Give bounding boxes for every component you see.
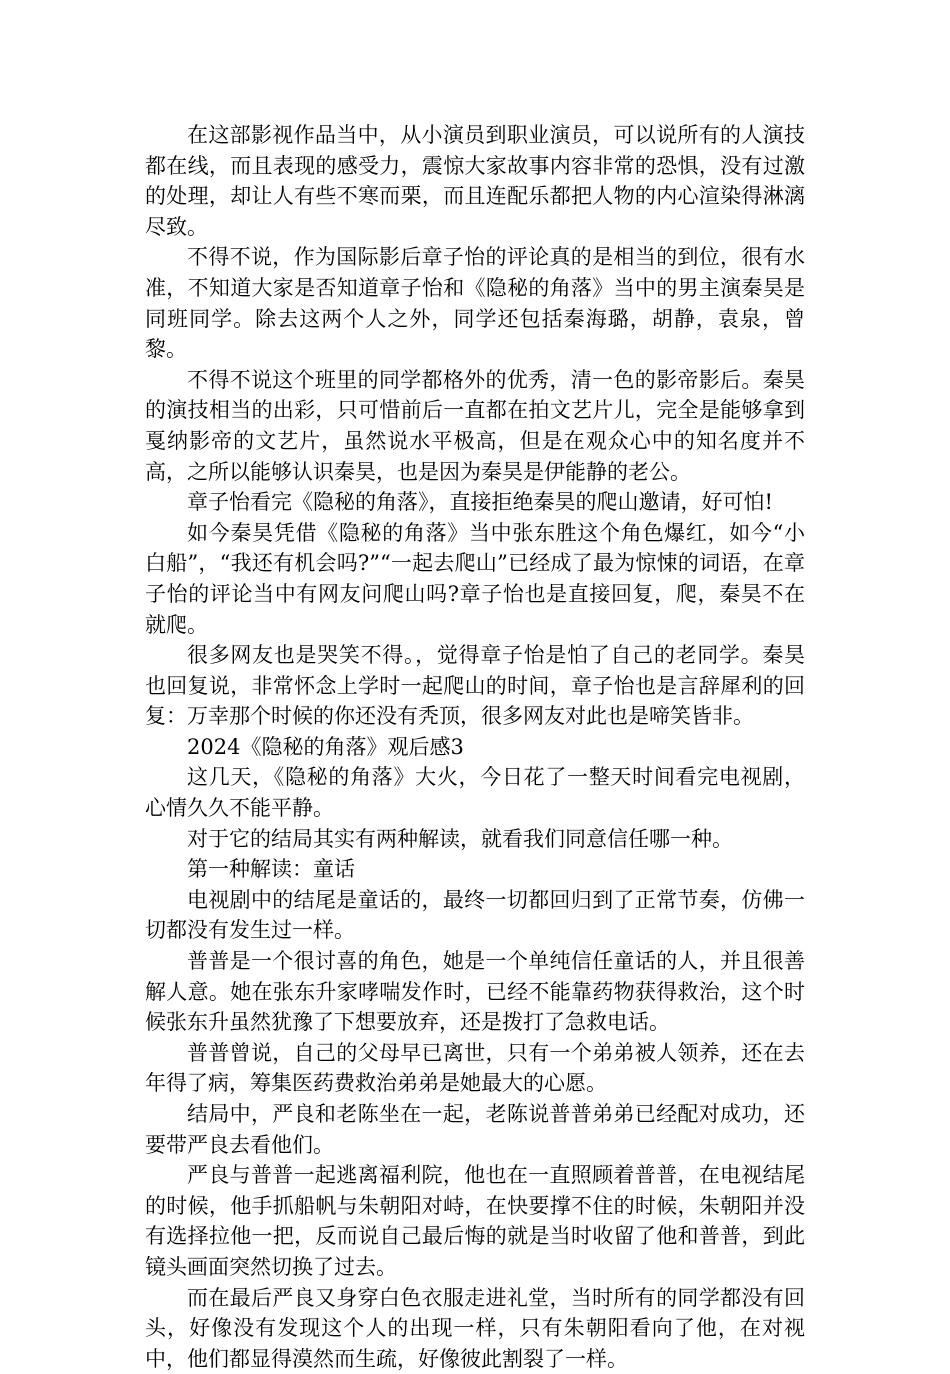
paragraph-9: 电视剧中的结尾是童话的，最终一切都回归到了正常节奏，仿佛一切都没有发生过一样。 (145, 887, 805, 943)
document-body (145, 120, 805, 1374)
paragraph-10: 普普是一个很讨喜的角色，她是一个单纯信任童话的人，并且很善解人意。她在张东升家哮喘发作时，已经不能靠药物获得救治，这个时候张东升虽然犹豫了下想要放弃，还是拨打了急救电话。 (145, 949, 805, 1035)
paragraph-1: 在这部影视作品当中，从小演员到职业演员，可以说所有的人演技都在线，而且表现的感受力，震惊大家故事内容非常的恐惧，没有过激的处理，却让人有些不寒而栗，而且连配乐都把人物的内心渲染得淋漓尽致。 (145, 123, 805, 239)
section-heading: 2024《隐秘的角落》观后感3 (187, 734, 464, 759)
paragraph-7: 这几天，《隐秘的角落》大火，今日花了一整天时间看完电视剧，心情久久不能平静。 (145, 765, 805, 821)
paragraph-12: 结局中，严良和老陈坐在一起，老陈说普普弟弟已经配对成功，还要带严良去看他们。 (145, 1102, 805, 1157)
paragraph-2: 不得不说，作为国际影后章子怡的评论真的是相当的到位，很有水准，不知道大家是否知道章子怡和《隐秘的角落》当中的男主演秦昊是同班同学。除去这两个人之外，同学还包括秦海璐，胡静，袁泉，曾黎。 (145, 245, 805, 362)
paragraph-14: 而在最后严良又身穿白色衣服走进礼堂，当时所有的同学都没有回头，好像没有发现这个人的出现一样，只有朱朝阳看向了他，在对视中，他们都显得漠然而生疏，好像彼此割裂了一样。 (145, 1285, 805, 1371)
paragraph-13: 严良与普普一起逃离福利院，他也在一直照顾着普普，在电视结尾的时候，他手抓船帆与朱朝阳对峙，在快要撑不住的时候，朱朝阳并没有选择拉他一把，反而说自己最后悔的就是当时收留了他和普普，到此镜头画面突然切换了过去。 (145, 1163, 805, 1279)
paragraph-6: 很多网友也是哭笑不得。，觉得章子怡是怕了自己的老同学。秦昊也回复说，非常怀念上学时一起爬山的时间，章子怡也是言辞犀利的回复：万幸那个时候的你还没有秃顶，很多网友对此也是啼笑皆非。 (145, 643, 805, 729)
paragraph-4: 章子怡看完《隐秘的角落》，直接拒绝秦昊的爬山邀请，好可怕! (187, 490, 773, 515)
paragraph-8: 对于它的结局其实有两种解读，就看我们同意信任哪一种。 (187, 826, 733, 851)
subheading-interpretation-1: 第一种解读：童话 (187, 857, 355, 882)
paragraph-5: 如今秦昊凭借《隐秘的角落》当中张东胜这个角色爆红，如今“小白船”，“我还有机会吗?”“一起去爬山”已经成了最为惊悚的词语，在章子怡的评论当中有网友问爬山吗?章子怡也是直接回复，爬，秦昊不在就爬。 (145, 520, 805, 637)
paragraph-3: 不得不说这个班里的同学都格外的优秀，清一色的影帝影后。秦昊的演技相当的出彩，只可惜前后一直都在拍文艺片儿，完全是能够拿到戛纳影帝的文艺片，虽然说水平极高，但是在观众心中的知名度并不高，之所以能够认识秦昊，也是因为秦昊是伊能静的老公。 (145, 367, 805, 484)
paragraph-11: 普普曾说，自己的父母早已离世，只有一个弟弟被人领养，还在去年得了病，筹集医药费救治弟弟是她最大的心愿。 (145, 1040, 805, 1096)
